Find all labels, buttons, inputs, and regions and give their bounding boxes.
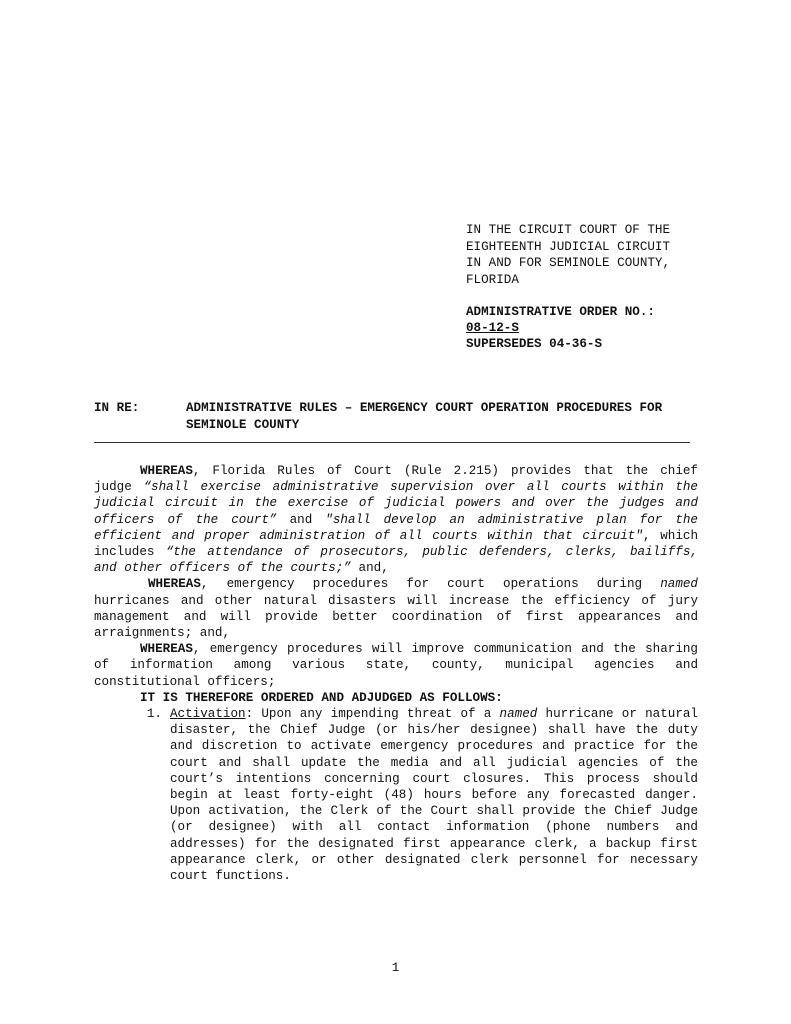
whereas-paragraph-1: WHEREAS, Florida Rules of Court (Rule 2.215) provides that the chief judge “shall exercise administrative supervision over all courts within the judicial circuit in the exercise of judicial powers and over the judges and officers of the court” and "shall develop an administrative plan for the efficient and proper administration of all courts within that circuit", which includes “the attendance of prosecutors, public defenders, clerks, bailiffs, and other officers of the courts;” and, <box>94 464 698 576</box>
in-re-label: IN RE: <box>94 401 140 415</box>
list-item <box>94 706 698 884</box>
court-caption <box>466 222 766 288</box>
whereas-paragraph-2: WHEREAS, emergency procedures for court operations during named hurricanes and other natural disasters will increase the efficiency of jury management and will provide better coordination of first appearances and arraignments; and, <box>94 577 698 641</box>
order-label: ADMINISTRATIVE ORDER NO.: <box>466 305 655 319</box>
page-number: 1 <box>391 961 400 975</box>
caption-line: IN AND FOR SEMINOLE COUNTY, <box>466 256 671 270</box>
whereas-paragraph-3: WHEREAS, emergency procedures will improve communication and the sharing of information among various state, county, municipal agencies and constitutional officers; <box>94 642 698 689</box>
caption-line: EIGHTEENTH JUDICIAL CIRCUIT <box>466 239 671 254</box>
ordered-heading: IT IS THEREFORE ORDERED AND ADJUDGED AS FOLLOWS: <box>140 690 503 705</box>
in-re-subject: ADMINISTRATIVE RULES – EMERGENCY COURT OPERATION PROCEDURES FOR SEMINOLE COUNTY <box>186 401 663 432</box>
divider-line <box>94 442 690 443</box>
caption-line: IN THE CIRCUIT COURT OF THE <box>466 223 671 237</box>
item-text: Activation: Upon any impending threat of a named hurricane or natural disaster, the Chief Judge (or his/her designee) shall have the duty and discretion to activate emergency procedures and practice for the court and shall update the media and all judicial agencies of the court’s intentions concerning court closures. This process should begin at least forty-eight (48) hours before any forecasted danger. Upon activation, the Clerk of the Court shall provide the Chief Judge (or designee) with all contact information (phone numbers and addresses) for the designated first appearance clerk, a backup first appearance clerk, or other designated clerk personnel for necessary court functions. <box>170 707 698 884</box>
item-title: Activation <box>170 707 246 722</box>
item-number: 1. <box>146 707 162 722</box>
order-number: 08-12-S <box>466 321 519 335</box>
order-body <box>94 463 698 884</box>
supersedes-note: SUPERSEDES 04-36-S <box>466 337 603 351</box>
caption-line: FLORIDA <box>466 272 519 287</box>
order-block <box>466 304 655 352</box>
